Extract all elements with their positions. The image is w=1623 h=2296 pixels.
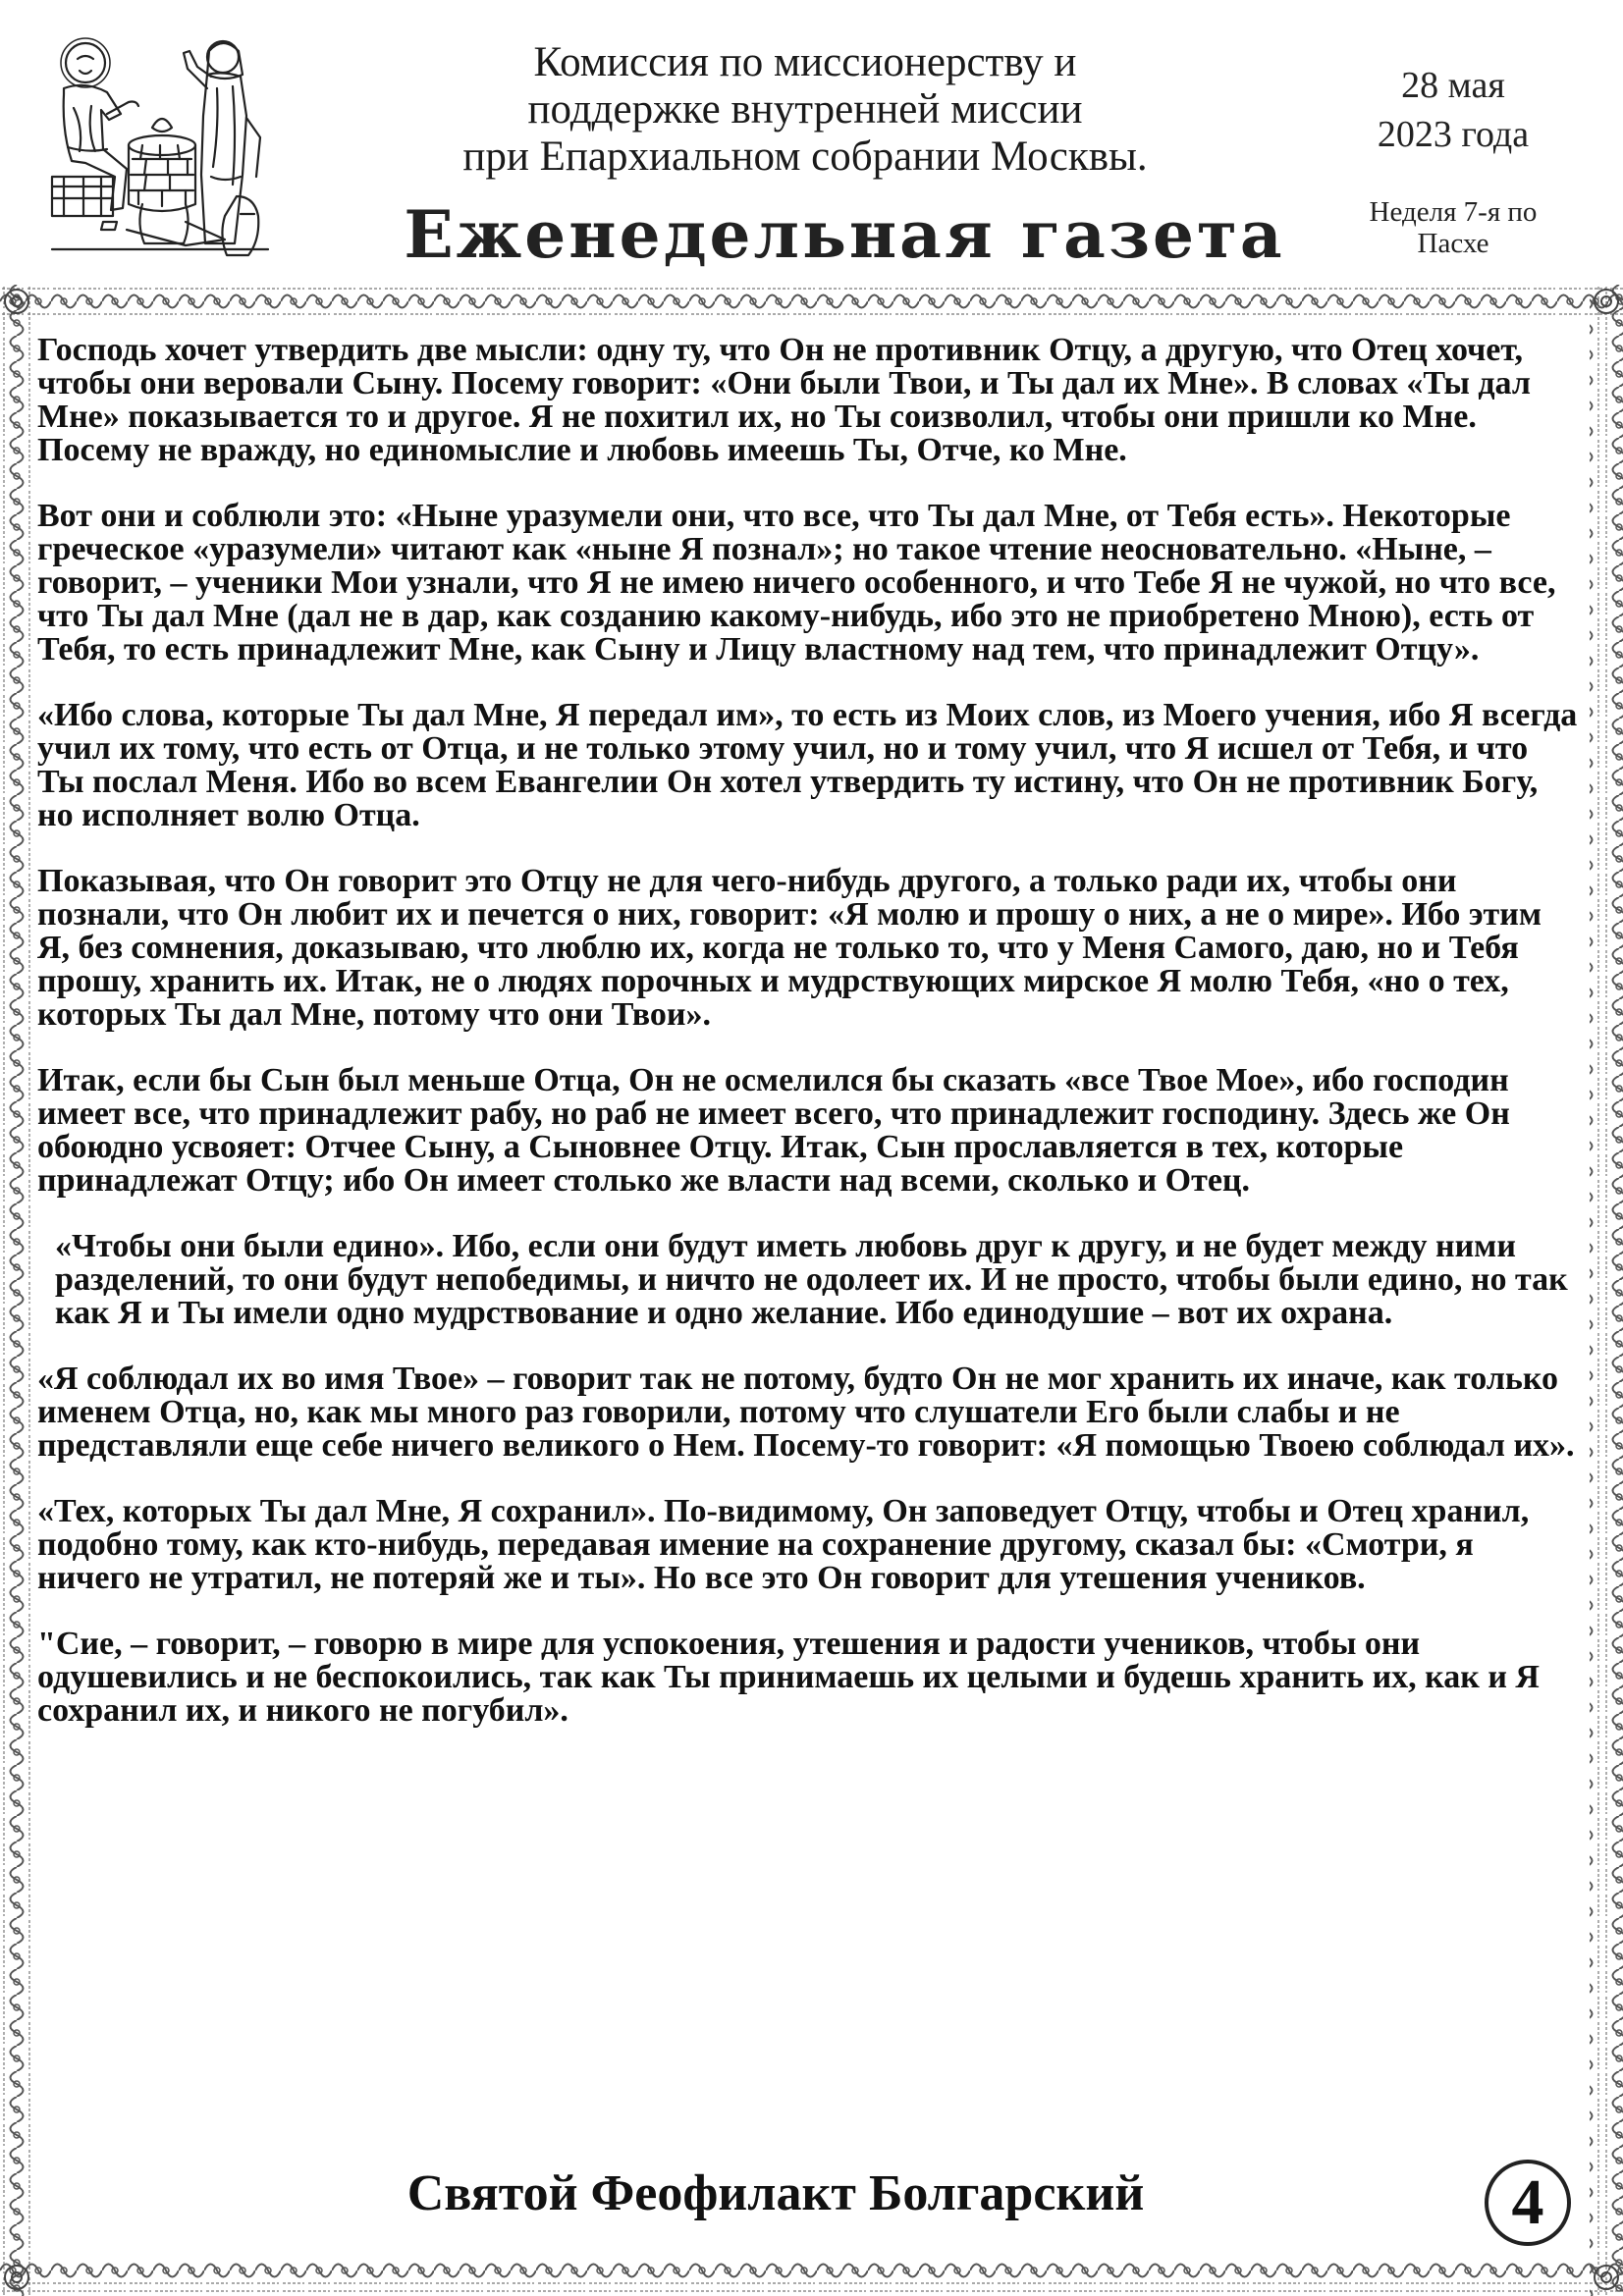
article-author: Святой Феофилакт Болгарский (406, 2165, 1145, 2221)
page-number: 4 (1485, 2160, 1571, 2246)
article-body (37, 334, 1579, 1760)
article-paragraph: Господь хочет утвердить две мысли: одну ту, что Он не противник Отцу, а другую, что Отец хочет, чтобы они веровали Сыну. Посему говорит: «Они были Твои, и Ты дал их Мне». В словах «Ты дал Мне» показывается то и другое. Я не похитил их, но Ты соизволил, чтобы они пришли ко Мне. Посему не вражду, но единомыслие и любовь имеешь Ты, Отче, ко Мне. (37, 332, 1531, 468)
article-paragraph: «Тех, которых Ты дал Мне, Я сохранил». По-видимому, Он заповедует Отцу, чтобы и Отец хранил, подобно тому, как кто-нибудь, передавая имение на сохранение другому, сказал бы: «Смотри, я ничего не утратил, не потеряй же и ты». Но все это Он говорит для утешения учеников. (37, 1493, 1530, 1596)
masthead (0, 0, 1623, 294)
icon-christ-samaritan-woman-image (44, 29, 280, 270)
date-line-1: 28 мая (1401, 65, 1505, 106)
week-line-1: Неделя 7-я по (1369, 196, 1538, 228)
newspaper-title: Еженедельная газета (404, 196, 1285, 273)
date-line-2: 2023 года (1377, 114, 1530, 155)
article-paragraph: «Я соблюдал их во имя Твое» – говорит так не потому, будто Он не мог хранить их иначе, как только именем Отца, но, как мы много раз говорили, потому что слушатели Его были слабы и не представляли еще себе ничего великого о Нем. Посему-то говорит: «Я помощью Твоею соблюдал их». (37, 1361, 1575, 1464)
article-paragraph: Вот они и соблюли это: «Ныне уразумели они, что все, что Ты дал Мне, от Тебя есть». Некоторые греческое «уразумели» читают как «ныне Я познал»; но такое чтение неосновательно. «Ныне, – говорит, – ученики Мои узнали, что Я не имею ничего особенного, и что Тебе Я не чужой, но что все, что Ты дал Мне (дал не в дар, как созданию какому-нибудь, ибо это не приобретено Мною), есть от Тебя, то есть принадлежит Мне, как Сыну и Лицу властному над тем, что принадлежит Отцу». (37, 498, 1556, 667)
article-paragraph: Показывая, что Он говорит это Отцу не для чего-нибудь другого, а только ради их, чтобы они познали, что Он любит их и печется о них, говорит: «Я молю и прошу о них, а не о мире». Ибо этим Я, без сомнения, доказываю, что люблю их, когда не только то, что у Меня Самого, даю, но и Тебя прошу, хранить их. Итак, не о людях порочных и мудрствующих мирское Я молю Тебя, «но о тех, которых Ты дал Мне, потому что они Твои». (37, 863, 1542, 1033)
week-line-2: Пасхе (1417, 228, 1489, 259)
article-paragraph: "Сие, – говорит, – говорю в мире для успокоения, утешения и радости учеников, чтобы они одушевились и не беспокоились, так как Ты принимаешь их целыми и будешь хранить их, как и Я сохранил их, и никого не погубил». (37, 1626, 1540, 1729)
org-line-2: поддержке внутренней миссии (527, 86, 1083, 133)
article-paragraph: «Чтобы они были едино». Ибо, если они будут иметь любовь друг к другу, и не будет между ними разделений, то они будут непобедимы, и ничто не одолеет их. И не просто, чтобы были едино, но так как Я и Ты имели одно мудрствование и одно желание. Ибо единодушие – вот их охрана. (55, 1228, 1568, 1331)
organization-name (373, 39, 1237, 181)
issue-date (1335, 61, 1571, 159)
article-paragraph: «Ибо слова, которые Ты дал Мне, Я передал им», то есть из Моих слов, из Моего учения, ибо Я всегда учил их тому, что есть от Отца, и не только этому учил, но и тому учил, что Я исшел от Тебя, и что Ты послал Меня. Ибо во всем Евангелии Он хотел утвердить ту истину, что Он не противник Богу, но исполняет волю Отца. (37, 697, 1578, 833)
org-line-1: Комиссия по миссионерству и (533, 39, 1077, 85)
article-paragraph: Итак, если бы Сын был меньше Отца, Он не осмелился бы сказать «все Твое Мое», ибо господин имеет все, что принадлежит рабу, но раб не имеет всего, что принадлежит господину. Здесь же Он обоюдно усвояет: Отчее Сыну, а Сыновнее Отцу. Итак, Сын прославляется в тех, которые принадлежат Отцу; ибо Он имеет столько же власти над всеми, сколько и Отец. (37, 1062, 1510, 1199)
liturgical-week (1335, 196, 1571, 259)
org-line-3: при Епархиальном собрании Москвы. (462, 133, 1148, 180)
